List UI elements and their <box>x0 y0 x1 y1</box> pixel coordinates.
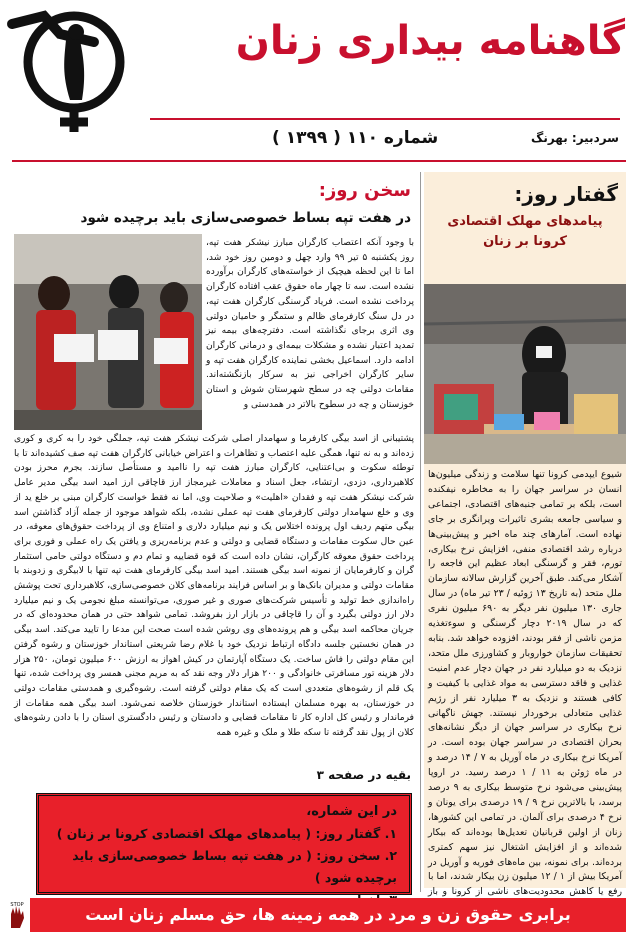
header <box>0 0 637 148</box>
stamp-text: STOP <box>10 902 24 908</box>
editor-credit: سردبیر: بهرنگ <box>531 131 619 145</box>
article-photo <box>424 284 626 464</box>
right-article-body: شیوع ایپدمی کرونا تنها سلامت و زندگی میلیون‌ها انسان در سراسر جهان را به مخاطره نیفکنده است، بلکه بر تمامی جنبه‌های اقتصادی، اجتماعی و سیاسی جامعه بشری تاثیرات ویرانگری بر جای نهاده است. آمارهای چند ماه اخیر و پیش‌بینی‌ها درباره رشد اقتصادی منفی، افزایش نرخ بیکاری، تورم، فقر و گرسنگی ابعاد عظیم این فاجعه را آشکار می‌کند. طبق آخرین گزارش سالانه سازمان ملل متحد (به تاریخ ۱۳ ژوئیه / ۲۳ تیر ماه) در سال جاری ۱۳۰ میلیون نفر دیگر به ۶۹۰ میلیون نفری که در سال ۲۰۱۹ دچار گرسنگی و سوءتغذیه مزمن ناشی از فقر بودند، افزوده خواهد شد. بنابه تحقیقات سازمان خواروبار و کشاورزی ملل متحد، نزدیک به دو میلیارد نفر در جهان دچار عدم امنیت غذایی و فاقد دسترسی به مواد غذایی با کیفیت و کافی هستند و نزدیک به ۳ میلیارد نفر از رژیم غذایی متعادلی برخوردار نیستند. جهش ناگهانی نرخ بیکاری در سراسر جهان از دیگر نشانه‌های بحران اقتصادی در سراسر جهان بوده است. در آمریکا نرخ بیکاری در ماه آوریل به ۷ / ۱۴ درصد و در ماه ژوئن به ۱۱ / ۱ درصد رسید. در اروپا پیش‌بینی می‌شود نرخ متوسط بیکاری به ۹ درصد برسد، با بالاترین نرخ ۹ / ۱۹ درصدی برای یونان و نرخ ۴ درصدی برای آلمان. در تمامی این کشورها، زنان از اولین قربانیان تعدیل‌ها بوده‌اند که بیکار شده‌اند و از افزایش اشتغال نیز سهم کمتری برده‌اند. برای نمونه، بین ماه‌های فوریه و آوریل در آمریکا بیش از ۱ / ۱۲ میلیون زن بیکار شدند، اما با رفع یا کاهش محدودیت‌های ناشی از کرونا و باز <box>428 469 622 898</box>
divider <box>12 160 626 162</box>
issue-number: شماره ۱۱۰ ( ۱۳۹۹ ) <box>272 128 439 148</box>
left-article-section: سخن روز: <box>318 180 411 201</box>
right-article <box>424 172 626 898</box>
left-article-body: پشتیبانی از اسد بیگی کارفرما و سهامدار اصلی شرکت نیشکر هفت تپه، جملگی خود را به کری و کوری زده‌اند و به نه تنها، همگی علیه اعتصاب و تظاهرات و اعتراض خیابانی کارگران هفت تپه صف کشیده‌اند تا با توطئه سکوت و بی‌اعتنایی، کارگران مبارز هفت تپه را ناامید و مستأصل سازند. بجرم محرز بودن کلاهبرداری، دزدی، ارتشاء، جعل اسناد و معاملات غیرمجاز ارز قاچاقی ارز امید اسد بیگی مدیر عامل شرکت نیشکر هفت تپه و فقدان «اهلیت» و صلاحیت وی، اما نه فقط خواست کارگران مبنی بر خلع ید از وی و خلع سهامدار دولتی کارفرمای هفت تپه عملی نشده، بلکه شواهد موجود از جمله آزاد گذاشتن اسد بیگی متهم ردیف اول پرونده اختلاس یک و نیم میلیارد دلاری و امتناع وی از پرداخت حقوق‌های معوقه، در عین حال سکوت مقامات و دستگاه قضایی و دولتی و عدم برنامه‌ریزی و یافتن یک راه عملی و فوری برای پرداخت حقوق معوقه کارگران، نشان داده است که قوه قضاییه و تمام دم و دستگاه دولتی حامی استثمار گران و کارفرمایان از نمونه اسد بیگی هستند. امید اسد بیگی کارفرمای هفت تپه تنها با لابیگری و زدوبند با مقامات دولتی و مدیران بانک‌ها و بر اساس فرایند برنامه‌های کلان خصوصی‌سازی، کلاهبرداری تحت پوشش راه‌اندازی خط تولید و تأسیس شرکت‌های صوری و غیر صوری، می‌توانسته مبلغ نجومی یک و نیم میلیارد دلار ارز دولتی بگیرد و آن را قاچاقی در بازار ارز بفروشد. تمامی شواهد حتی در همان محدوده‌ای که در جریان محاکمه اسد بیگی و هم پرونده‌های وی روشن شده است صحت این مدعا را تایید می‌کند. اسد بیگی در همان نخستین جلسه دادگاه ارتباط نزدیک خود با غلام رضا شریعتی استاندار خوزستان و رشوه گرفتن این مقام دولتی را فاش ساخت. یک دستگاه آپارتمان در کیش اهواز به ارزش ۶۰۰ میلیون تومان، ۲۵۰ هزار دلار هزینه تور مسافرتی خانوادگی و ۲۰۰ هزار دلار وجه نقد که به مریم مجنی همسر وی پرداخت شده، تنها یک قلم از رشوه‌های متعددی است که یک مقام دولتی گرفته است. رشوه‌گیری و همدستی مقامات دولتی در خوزستان، به بهره مسلمان ایستاده استاندار خوزستان خلاصه نمی‌شود. اسد بیگی همه مقامات از فرماندار و رئیس کل اداره کار تا مقامات قضایی و دادستان و رئیس دادگستری استان را با دادن رشوه‌های کلان از پول نقد گرفته تا سکه طلا و ملک و غیره همه <box>13 434 414 739</box>
masthead-title: گاهنامه بیداری زنان <box>235 18 625 64</box>
left-article-title: در هفت تپه بساط خصوصی‌سازی باید برچیده شود <box>80 210 411 226</box>
contents-title: در این شماره، <box>306 804 397 819</box>
continued-note: بقیه در صفحه ۳ <box>316 768 411 782</box>
contents-item: ۱. گفتار روز: ( پیامدهای مهلک اقتصادی کرونا بر زنان ) <box>56 826 397 841</box>
divider <box>150 118 620 120</box>
protest-photo <box>14 234 202 430</box>
right-article-section: گفتار روز: <box>514 182 618 206</box>
footer-banner: برابری حقوق زن و مرد در همه زمینه ها، حق مسلم زنان است <box>30 898 626 932</box>
women-symbol-logo-icon <box>4 4 132 132</box>
stop-hand-icon <box>6 900 28 930</box>
left-article-body-top: با وجود آنکه اعتصاب کارگران مبارز نیشکر هفت تپه، روز یکشنبه ۵ تیر ۹۹ وارد چهل و دومین روز خود شد، اما تا این لحظه هیچیک از خواسته‌های کارگران برآورده نشده است. سه تا چهار ماه حقوق عقب افتاده کارگران پرداخت نشده است. فریاد گرسنگی کارگران هفت تپه، در دل سنگ کارفرمای ظالم و ستمگر و حامیان دولتی وی اثری برجای نگذاشته است. دفترچه‌های بیمه نیز تمدید اعتبار نشده و مشکلات بیمه‌ای و درمانی کارگران ادامه دارد. اسماعیل بخشی نماینده کارگران هفت تپه و سایر کارگران اخراجی نیز به سرکار بازنگشته‌اند. مقامات دولتی چه در سطح شهرستان شوش و استان خوزستان و چه در سطوح بالاتر در همدستی و <box>206 238 414 410</box>
contents-box <box>36 793 412 895</box>
right-article-title: پیامدهای مهلک اقتصادی کرونا بر زنان <box>447 214 603 249</box>
column-divider <box>420 172 421 892</box>
contents-item: ۲. سخن روز: ( در هفت تپه بساط خصوصی‌سازی باید برچیده شود ) <box>72 848 397 885</box>
